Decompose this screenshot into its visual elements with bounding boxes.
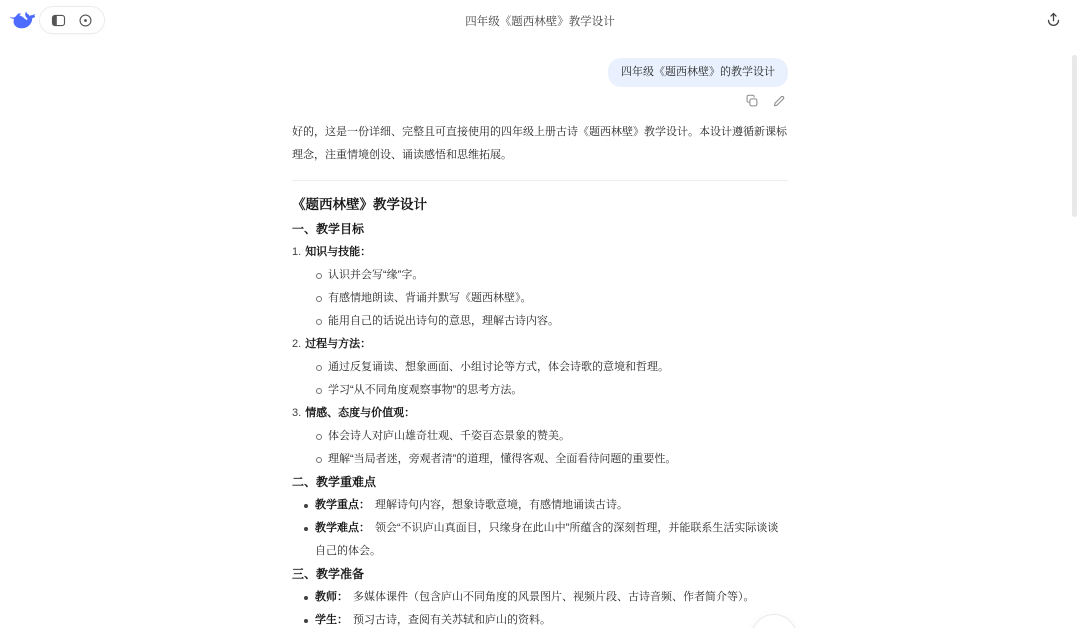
bullet-item: 通过反复诵读、想象画面、小组讨论等方式，体会诗歌的意境和哲理。 bbox=[316, 356, 788, 379]
bullet-text: 多媒体课件（包含庐山不同角度的风景图片、视频片段、古诗音频、作者简介等）。 bbox=[353, 591, 755, 603]
message-actions bbox=[292, 94, 788, 108]
bullet-item bbox=[304, 517, 788, 563]
ordered-item-number: 3. bbox=[292, 407, 302, 419]
edit-icon[interactable] bbox=[772, 94, 786, 108]
bullet-list bbox=[292, 264, 788, 333]
bullet-item: 理解“当局者迷，旁观者清”的道理，懂得客观、全面看待问题的重要性。 bbox=[316, 448, 788, 471]
bullet-item: 学习“从不同角度观察事物”的思考方法。 bbox=[316, 379, 788, 402]
bullet-item: 有感情地朗读、背诵并默写《题西林壁》。 bbox=[316, 287, 788, 310]
bullet-list bbox=[292, 494, 788, 563]
bullet-label: 学生： bbox=[315, 614, 348, 626]
ordered-item-label: 情感、态度与价值观： bbox=[305, 407, 416, 419]
ordered-item bbox=[292, 241, 788, 264]
ordered-item-label: 过程与方法： bbox=[305, 338, 372, 350]
bullet-item: 认识并会写“缘”字。 bbox=[316, 264, 788, 287]
bullet-label: 教师： bbox=[315, 591, 348, 603]
user-message-row bbox=[292, 58, 788, 87]
bullet-item bbox=[304, 609, 788, 628]
ordered-item bbox=[292, 402, 788, 425]
section-heading-goals: 一、教学目标 bbox=[292, 222, 365, 236]
ordered-item-number: 1. bbox=[292, 246, 302, 258]
section-heading-preparation: 三、教学准备 bbox=[292, 567, 365, 581]
bullet-item: 体会诗人对庐山雄奇壮观、千姿百态景象的赞美。 bbox=[316, 425, 788, 448]
ordered-item-label: 知识与技能： bbox=[305, 246, 372, 258]
bullet-label: 教学重点： bbox=[315, 499, 370, 511]
ordered-item bbox=[292, 333, 788, 356]
lesson-plan-document bbox=[292, 193, 788, 628]
ordered-item-number: 2. bbox=[292, 338, 302, 350]
bullet-item bbox=[304, 494, 788, 517]
bullet-list bbox=[292, 356, 788, 402]
copy-icon[interactable] bbox=[745, 94, 759, 108]
bullet-list bbox=[292, 425, 788, 471]
bullet-label: 教学难点： bbox=[315, 522, 370, 534]
section-heading-key-points: 二、教学重难点 bbox=[292, 475, 377, 489]
bullet-item bbox=[304, 586, 788, 609]
bullet-text: 预习古诗，查阅有关苏轼和庐山的资料。 bbox=[353, 614, 551, 626]
assistant-intro-text: 好的，这是一份详细、完整且可直接使用的四年级上册古诗《题西林壁》教学设计。本设计遵循新课标理念，注重情境创设、诵读感悟和思维拓展。 bbox=[292, 126, 787, 161]
bullet-text: 理解诗句内容，想象诗歌意境，有感情地诵读古诗。 bbox=[375, 499, 628, 511]
bullet-list bbox=[292, 586, 788, 628]
top-bar bbox=[0, 0, 1080, 40]
scrollbar-thumb[interactable] bbox=[1072, 55, 1077, 217]
user-message-bubble: 四年级《题西林壁》的教学设计 bbox=[608, 58, 788, 87]
bullet-text: 领会“不识庐山真面目，只缘身在此山中”所蕴含的深刻哲理，并能联系生活实际谈谈自己的体会。 bbox=[315, 522, 779, 557]
divider bbox=[292, 180, 788, 181]
conversation-title: 四年级《题西林壁》教学设计 bbox=[465, 16, 615, 28]
chat-area bbox=[292, 0, 788, 628]
doc-title: 《题西林壁》教学设计 bbox=[292, 197, 427, 212]
bullet-item: 能用自己的话说出诗句的意思，理解古诗内容。 bbox=[316, 310, 788, 333]
share-icon[interactable] bbox=[1045, 11, 1062, 28]
